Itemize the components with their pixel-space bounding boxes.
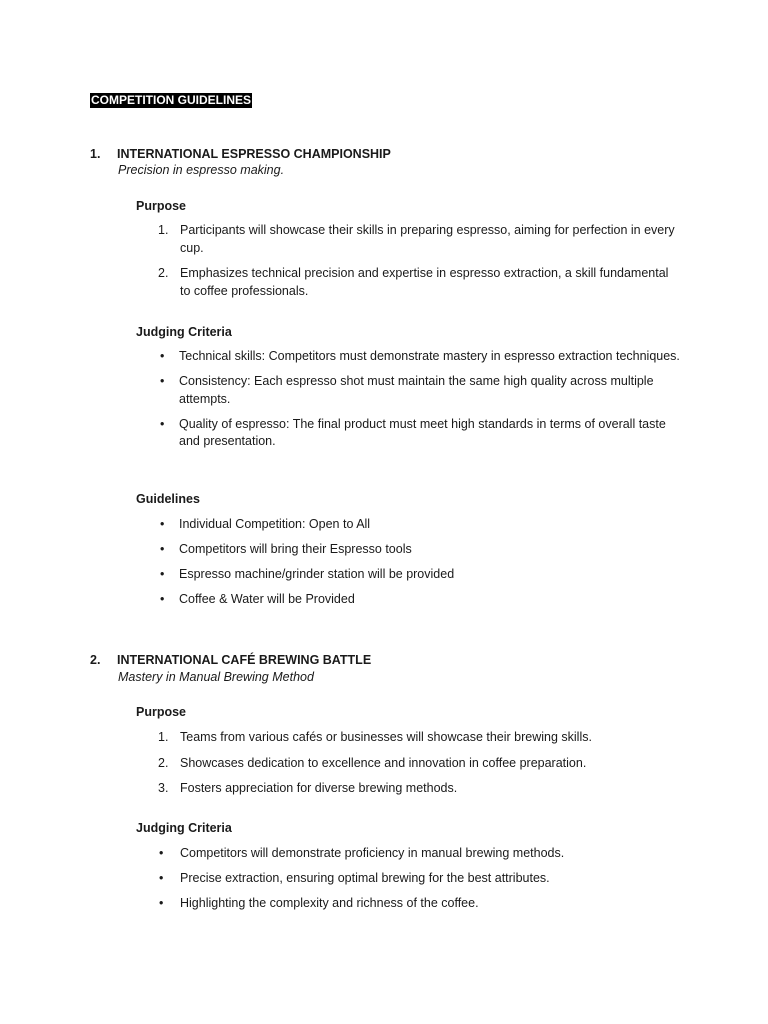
purpose-list xyxy=(158,729,678,806)
guidelines-heading: Guidelines xyxy=(136,492,200,506)
list-item-text: Highlighting the complexity and richness of the coffee. xyxy=(180,896,479,910)
list-item-text: Competitors will bring their Espresso tools xyxy=(179,542,412,556)
bullet-marker: • xyxy=(160,374,165,388)
list-item xyxy=(158,222,678,257)
list-item-text: Espresso machine/grinder station will be provided xyxy=(179,567,455,581)
judging-criteria-list xyxy=(160,348,680,458)
list-item xyxy=(158,755,678,773)
list-marker: 2. xyxy=(158,266,169,280)
list-item xyxy=(160,541,680,559)
list-item-text: Competitors will demonstrate proficiency in manual brewing methods. xyxy=(180,846,565,860)
list-item xyxy=(159,845,679,863)
list-item xyxy=(158,265,678,300)
list-item-text: Teams from various cafés or businesses will showcase their brewing skills. xyxy=(180,730,592,744)
bullet-marker: • xyxy=(160,517,165,531)
list-marker: 1. xyxy=(158,223,169,237)
list-item xyxy=(160,591,680,609)
list-item xyxy=(160,566,680,584)
list-marker: 3. xyxy=(158,781,169,795)
bullet-marker: • xyxy=(160,416,165,431)
bullet-marker: • xyxy=(159,871,164,885)
list-marker: 2. xyxy=(158,755,169,770)
list-item-text: Fosters appreciation for diverse brewing methods. xyxy=(180,781,458,795)
list-marker: 1. xyxy=(158,730,169,744)
list-item-text: Emphasizes technical precision and expertise in espresso extraction, a skill fundamental to coffee professionals. xyxy=(180,266,669,298)
guidelines-list xyxy=(160,516,680,616)
list-item xyxy=(160,416,680,451)
purpose-list xyxy=(158,222,678,308)
list-item xyxy=(159,870,679,888)
list-item xyxy=(158,729,678,747)
list-item-text: Individual Competition: Open to All xyxy=(179,517,371,531)
purpose-heading: Purpose xyxy=(136,199,187,213)
section-subtitle: Precision in espresso making. xyxy=(118,163,285,177)
list-item xyxy=(158,780,678,798)
section-heading-brewing xyxy=(90,652,371,668)
section-number: 2. xyxy=(90,653,101,667)
list-item xyxy=(160,373,680,408)
section-title: INTERNATIONAL CAFÉ BREWING BATTLE xyxy=(117,653,372,667)
list-item xyxy=(160,348,680,366)
purpose-heading: Purpose xyxy=(136,705,187,719)
document-title: COMPETITION GUIDELINES xyxy=(91,93,252,107)
bullet-marker: • xyxy=(160,567,165,581)
list-item-text: Precise extraction, ensuring optimal brewing for the best attributes. xyxy=(180,871,550,885)
judging-criteria-heading: Judging Criteria xyxy=(136,325,232,339)
list-item xyxy=(160,516,680,534)
section-subtitle: Mastery in Manual Brewing Method xyxy=(118,670,314,684)
list-item-text: Quality of espresso: The final product must meet high standards in terms of overall taste and presentation. xyxy=(179,416,666,448)
list-item-text: Technical skills: Competitors must demonstrate mastery in espresso extraction techniques. xyxy=(179,349,680,363)
bullet-marker: • xyxy=(160,592,165,606)
bullet-marker: • xyxy=(159,896,164,910)
section-heading-espresso xyxy=(90,146,391,162)
list-item-text: Coffee & Water will be Provided xyxy=(179,592,355,606)
list-item-text: Consistency: Each espresso shot must maintain the same high quality across multiple attempts. xyxy=(179,374,654,406)
list-item-text: Participants will showcase their skills in preparing espresso, aiming for perfection in every cup. xyxy=(180,223,675,255)
judging-criteria-heading: Judging Criteria xyxy=(136,821,232,835)
bullet-marker: • xyxy=(160,542,165,556)
judging-criteria-list xyxy=(159,845,679,920)
section-number: 1. xyxy=(90,147,101,161)
section-title: INTERNATIONAL ESPRESSO CHAMPIONSHIP xyxy=(117,147,391,161)
list-item-text: Showcases dedication to excellence and innovation in coffee preparation. xyxy=(180,755,587,770)
list-item xyxy=(159,895,679,913)
bullet-marker: • xyxy=(159,846,164,860)
bullet-marker: • xyxy=(160,349,165,363)
